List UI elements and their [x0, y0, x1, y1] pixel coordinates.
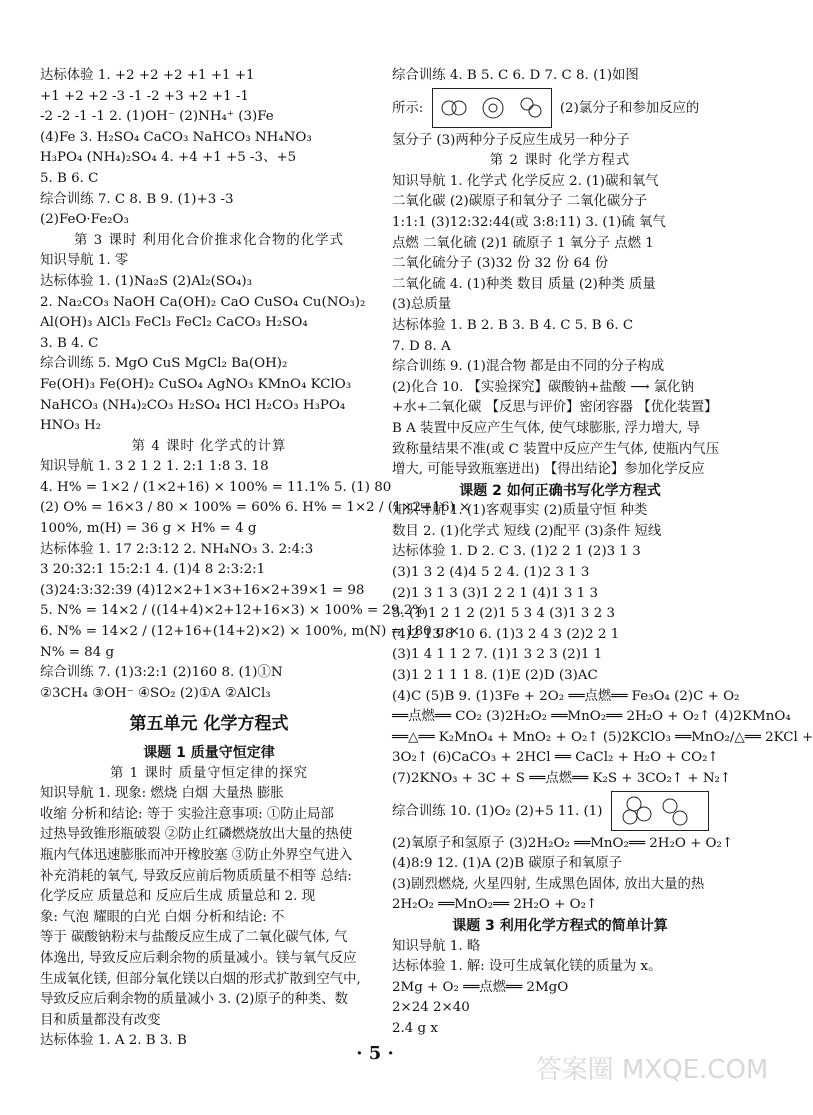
text-line: 达标体验 1. A 2. B 3. B	[40, 1033, 187, 1049]
text-line: 达标体验 1. +2 +2 +2 +1 +1 +1	[40, 68, 255, 83]
text-line: 综合训练 7. (1)3:2:1 (2)160 8. (1)①N	[40, 665, 283, 681]
text-line: 知识导航 1. 零	[40, 253, 129, 269]
text-line: 补充消耗的氧气, 导致反应前后物质质量不相等 总结:	[40, 868, 352, 884]
text-line: NaHCO₃ (NH₄)₂CO₃ H₂SO₄ HCl H₂CO₃ H₃PO₄	[40, 397, 346, 413]
text-line: 等于 碳酸钠粉末与盐酸反应生成了二氧化碳气体, 气	[40, 930, 348, 946]
text-line: 知识导航 1. 3 2 1 2 1. 2:1 1:8 3. 18	[40, 459, 269, 475]
equation-line: 2H₂O₂ ══MnO₂══ 2H₂O + O₂↑	[392, 897, 598, 913]
lesson-heading: 第 1 课时 质量守恒定律的探究	[110, 765, 308, 781]
text-line: 生成氧化镁, 但部分氧化镁以白烟的形式扩散到空气中,	[40, 971, 361, 987]
text-line: 5. (1)1 2 1 2 (2)1 5 3 4 (3)1 3 2 3	[392, 606, 615, 622]
text-line: 2.4 g x	[392, 1020, 438, 1036]
text-line: (4)2 13 8 10 6. (1)3 2 4 3 (2)2 2 1	[392, 626, 620, 642]
text-line: HNO₃ H₂	[40, 418, 102, 434]
text-line: N% = 84 g	[40, 644, 115, 660]
text-line: 二氧化硫 4. (1)种类 数目 质量 (2)种类 质量	[392, 276, 656, 292]
text-line: 化学反应 质量总和 反应后生成 质量总和 2. 现	[40, 889, 316, 905]
text-line: 达标体验 1. (1)Na₂S (2)Al₂(SO₄)₃	[40, 273, 252, 289]
text-line: 体逸出, 导致反应后剩余物的质量减小。镁与氧气反应	[40, 950, 357, 966]
text-line: Al(OH)₃ AlCl₃ FeCl₃ FeCl₂ CaCO₃ H₂SO₄	[40, 315, 308, 331]
formula-line: 5. N% = 14×2 / ((14+4)×2+12+16×3) × 100% = 29.2%	[40, 603, 425, 619]
text-line: 综合训练 5. MgO CuS MgCl₂ Ba(OH)₂	[40, 356, 288, 372]
text-line: 导致反应后剩余物的质量减小 3. (2)原子的种类、数	[40, 992, 349, 1008]
formula-line: (2) O% = 16×3 / 80 × 100% = 60% 6. H% = 1×2 / (1×2+16) ×	[40, 500, 471, 516]
text-line: 100%, m(H) = 36 g × H% = 4 g	[40, 521, 257, 537]
text-line: B A 装置中反应产生气体, 使气球膨胀, 浮力增大, 导	[392, 420, 700, 436]
text-line: 知识导航 1. (1)客观事实 (2)质量守恒 种类	[392, 503, 648, 519]
text-line: (3)1 4 1 1 2 7. (1)1 3 2 3 (2)1 1	[392, 647, 603, 663]
text-line: +水+二氧化碳 【反思与评价】密闭容器 【优化装置】	[392, 400, 718, 416]
text-line: 目和质量都没有改变	[40, 1012, 161, 1028]
text-line: (3)1 3 2 (4)4 5 2 4. (1)2 3 1 3	[392, 565, 590, 581]
right-column	[392, 66, 813, 1040]
text-line: Fe(OH)₃ Fe(OH)₂ CuSO₄ AgNO₃ KMnO₄ KClO₃	[40, 376, 352, 392]
text-line: 7. D 8. A	[392, 338, 451, 354]
watermark-text: 答案圈 MXQE.COM	[535, 1055, 769, 1085]
text-line: 知识导航 1. 现象: 燃烧 白烟 大量热 膨胀	[40, 786, 284, 802]
equation-line: (2)氧原子和氢原子 (3)2H₂O₂ ══MnO₂══ 2H₂O + O₂↑	[392, 835, 734, 851]
text-line: 达标体验 1. 17 2:3:12 2. NH₄NO₃ 3. 2:4:3	[40, 541, 314, 557]
text-line: 综合训练 9. (1)混合物 都是由不同的分子构成	[392, 359, 665, 375]
text-line: 瓶内气体迅速膨胀而冲开橡胶塞 ③防止外界空气进入	[40, 847, 353, 863]
text-line: 达标体验 1. 解: 设可生成氧化镁的质量为 x。	[392, 959, 662, 975]
text-line: 致称量结果不准(或 C 装置中反应产生气体, 使瓶内气压	[392, 441, 720, 457]
topic-heading: 课题 3 利用化学方程式的简单计算	[452, 917, 668, 934]
text-line: (2)FeO·Fe₂O₃	[40, 212, 129, 228]
text-line: (2)化合 10. 【实验探究】碳酸钠+盐酸 ⟶ 氯化钠	[392, 379, 694, 395]
text-line: 数目 2. (1)化学式 短线 (2)配平 (3)条件 短线	[392, 523, 662, 539]
equation-line: ══点燃══ CO₂ (3)2H₂O₂ ══MnO₂══ 2H₂O + O₂↑ (4)2KMnO₄	[392, 709, 791, 725]
text-line: 达标体验 1. D 2. C 3. (1)2 2 1 (2)3 1 3	[392, 544, 641, 560]
text-line: 达标体验 1. B 2. B 3. B 4. C 5. B 6. C	[392, 317, 634, 333]
text-line: 知识导航 1. 化学式 化学反应 2. (1)碳和氧气	[392, 173, 659, 189]
lesson-heading: 第 3 课时 利用化合价推求化合物的化学式	[74, 232, 344, 248]
molecule-diagram	[432, 88, 552, 128]
formula-line: 6. N% = 14×2 / (12+16+(14+2)×2) × 100%, m(N) = 180 g ×	[40, 624, 460, 640]
text-line: 3. B 4. C	[40, 335, 99, 351]
diagram-row	[392, 87, 728, 131]
text-line: (3)剧烈燃烧, 火星四射, 生成黑色固体, 放出大量的热	[392, 876, 705, 892]
lesson-heading: 第 4 课时 化学式的计算	[131, 438, 287, 454]
page-number: · 5 ·	[356, 1043, 394, 1064]
unit-title: 第五单元 化学方程式	[129, 714, 289, 735]
text-line: 2. Na₂CO₃ NaOH Ca(OH)₂ CaO CuSO₄ Cu(NO₃)₂	[40, 294, 366, 310]
equation-line: (7)2KNO₃ + 3C + S ══点燃══ K₂S + 3CO₂↑ + N₂↑	[392, 771, 732, 786]
equation-line: 2Mg + O₂ ══点燃══ 2MgO	[392, 979, 569, 995]
equation-line: ══△══ K₂MnO₄ + MnO₂ + O₂↑ (5)2KClO₃ ══MnO₂/△══ 2KCl +	[392, 729, 813, 745]
text-line: (2)氯分子和参加反应的	[559, 100, 700, 116]
text-line: 综合训练 4. B 5. C 6. D 7. C 8. (1)如图	[392, 68, 639, 83]
equation-line: 3O₂↑ (6)CaCO₃ + 2HCl ══ CaCl₂ + H₂O + CO₂↑	[392, 750, 719, 766]
text-line: 所示:	[392, 100, 424, 116]
text-line: 2×24 2×40	[392, 1000, 470, 1016]
lesson-heading: 第 2 课时 化学方程式	[489, 153, 631, 169]
text-line: 5. B 6. C	[40, 170, 99, 186]
text-line: H₃PO₄ (NH₄)₂SO₄ 4. +4 +1 +5 -3、+5	[40, 150, 297, 166]
text-line: (2)1 3 1 3 (3)1 2 2 1 (4)1 3 1 3	[392, 585, 598, 601]
text-line: (3)总质量	[392, 297, 452, 313]
molecule-diagram	[611, 791, 709, 831]
text-line: 二氧化碳 (2)碳原子和氧分子 二氧化碳分子	[392, 194, 648, 210]
text-line: 知识导航 1. 略	[392, 938, 481, 954]
text-line: 增大, 可能导致瓶塞迸出) 【得出结论】参加化学反应	[392, 462, 705, 478]
text-line: 点燃 二氧化硫 (2)1 硫原子 1 氧分子 点燃 1	[392, 235, 654, 251]
text-line: (4)8:9 12. (1)A (2)B 碳原子和氧原子	[392, 856, 623, 872]
text-line: 二氧化硫分子 (3)32 份 32 份 64 份	[392, 256, 609, 272]
diagram-row	[392, 790, 728, 834]
text-line: 收缩 分析和结论: 等于 实验注意事项: ①防止局部	[40, 806, 334, 822]
text-line: 3 20:32:1 15:2:1 4. (1)4 8 2:3:2:1	[40, 562, 266, 578]
watermark-logo	[535, 1048, 769, 1108]
topic-heading: 课题 2 如何正确书写化学方程式	[459, 482, 661, 499]
text-line: 综合训练 10. (1)O₂ (2)+5 11. (1)	[392, 803, 603, 819]
topic-heading: 课题 1 质量守恒定律	[143, 745, 275, 761]
text-line: 过热导致锥形瓶破裂 ②防止红磷燃烧放出大量的热使	[40, 827, 353, 843]
text-line: (3)1 2 1 1 1 8. (1)E (2)D (3)AC	[392, 668, 598, 684]
text-line: +1 +2 +2 -3 -1 -2 +3 +2 +1 -1	[40, 88, 249, 104]
text-line: (3)24:3:32:39 (4)12×2+1×3+16×2+39×1 = 98	[40, 582, 365, 598]
text-line: 象: 气泡 耀眼的白光 白烟 分析和结论: 不	[40, 909, 285, 925]
text-line: -2 -2 -1 -1 2. (1)OH⁻ (2)NH₄⁺ (3)Fe	[40, 109, 274, 125]
text-line: (4)Fe 3. H₂SO₄ CaCO₃ NaHCO₃ NH₄NO₃	[40, 129, 312, 145]
text-line: 1:1:1 (3)12:32:44(或 3:8:11) 3. (1)硫 氧气	[392, 214, 666, 230]
formula-line: 4. H% = 1×2 / (1×2+16) × 100% = 11.1% 5. (1) 80	[40, 479, 392, 495]
text-line: 综合训练 7. C 8. B 9. (1)+3 -3	[40, 191, 234, 207]
text-line: ②3CH₄ ③OH⁻ ④SO₂ (2)①A ②AlCl₃	[40, 685, 271, 701]
text-line: 氢分子 (3)两种分子反应生成另一种分子	[392, 132, 630, 148]
equation-line: (4)C (5)B 9. (1)3Fe + 2O₂ ══点燃══ Fe₃O₄ (2)C + O₂	[392, 688, 740, 704]
